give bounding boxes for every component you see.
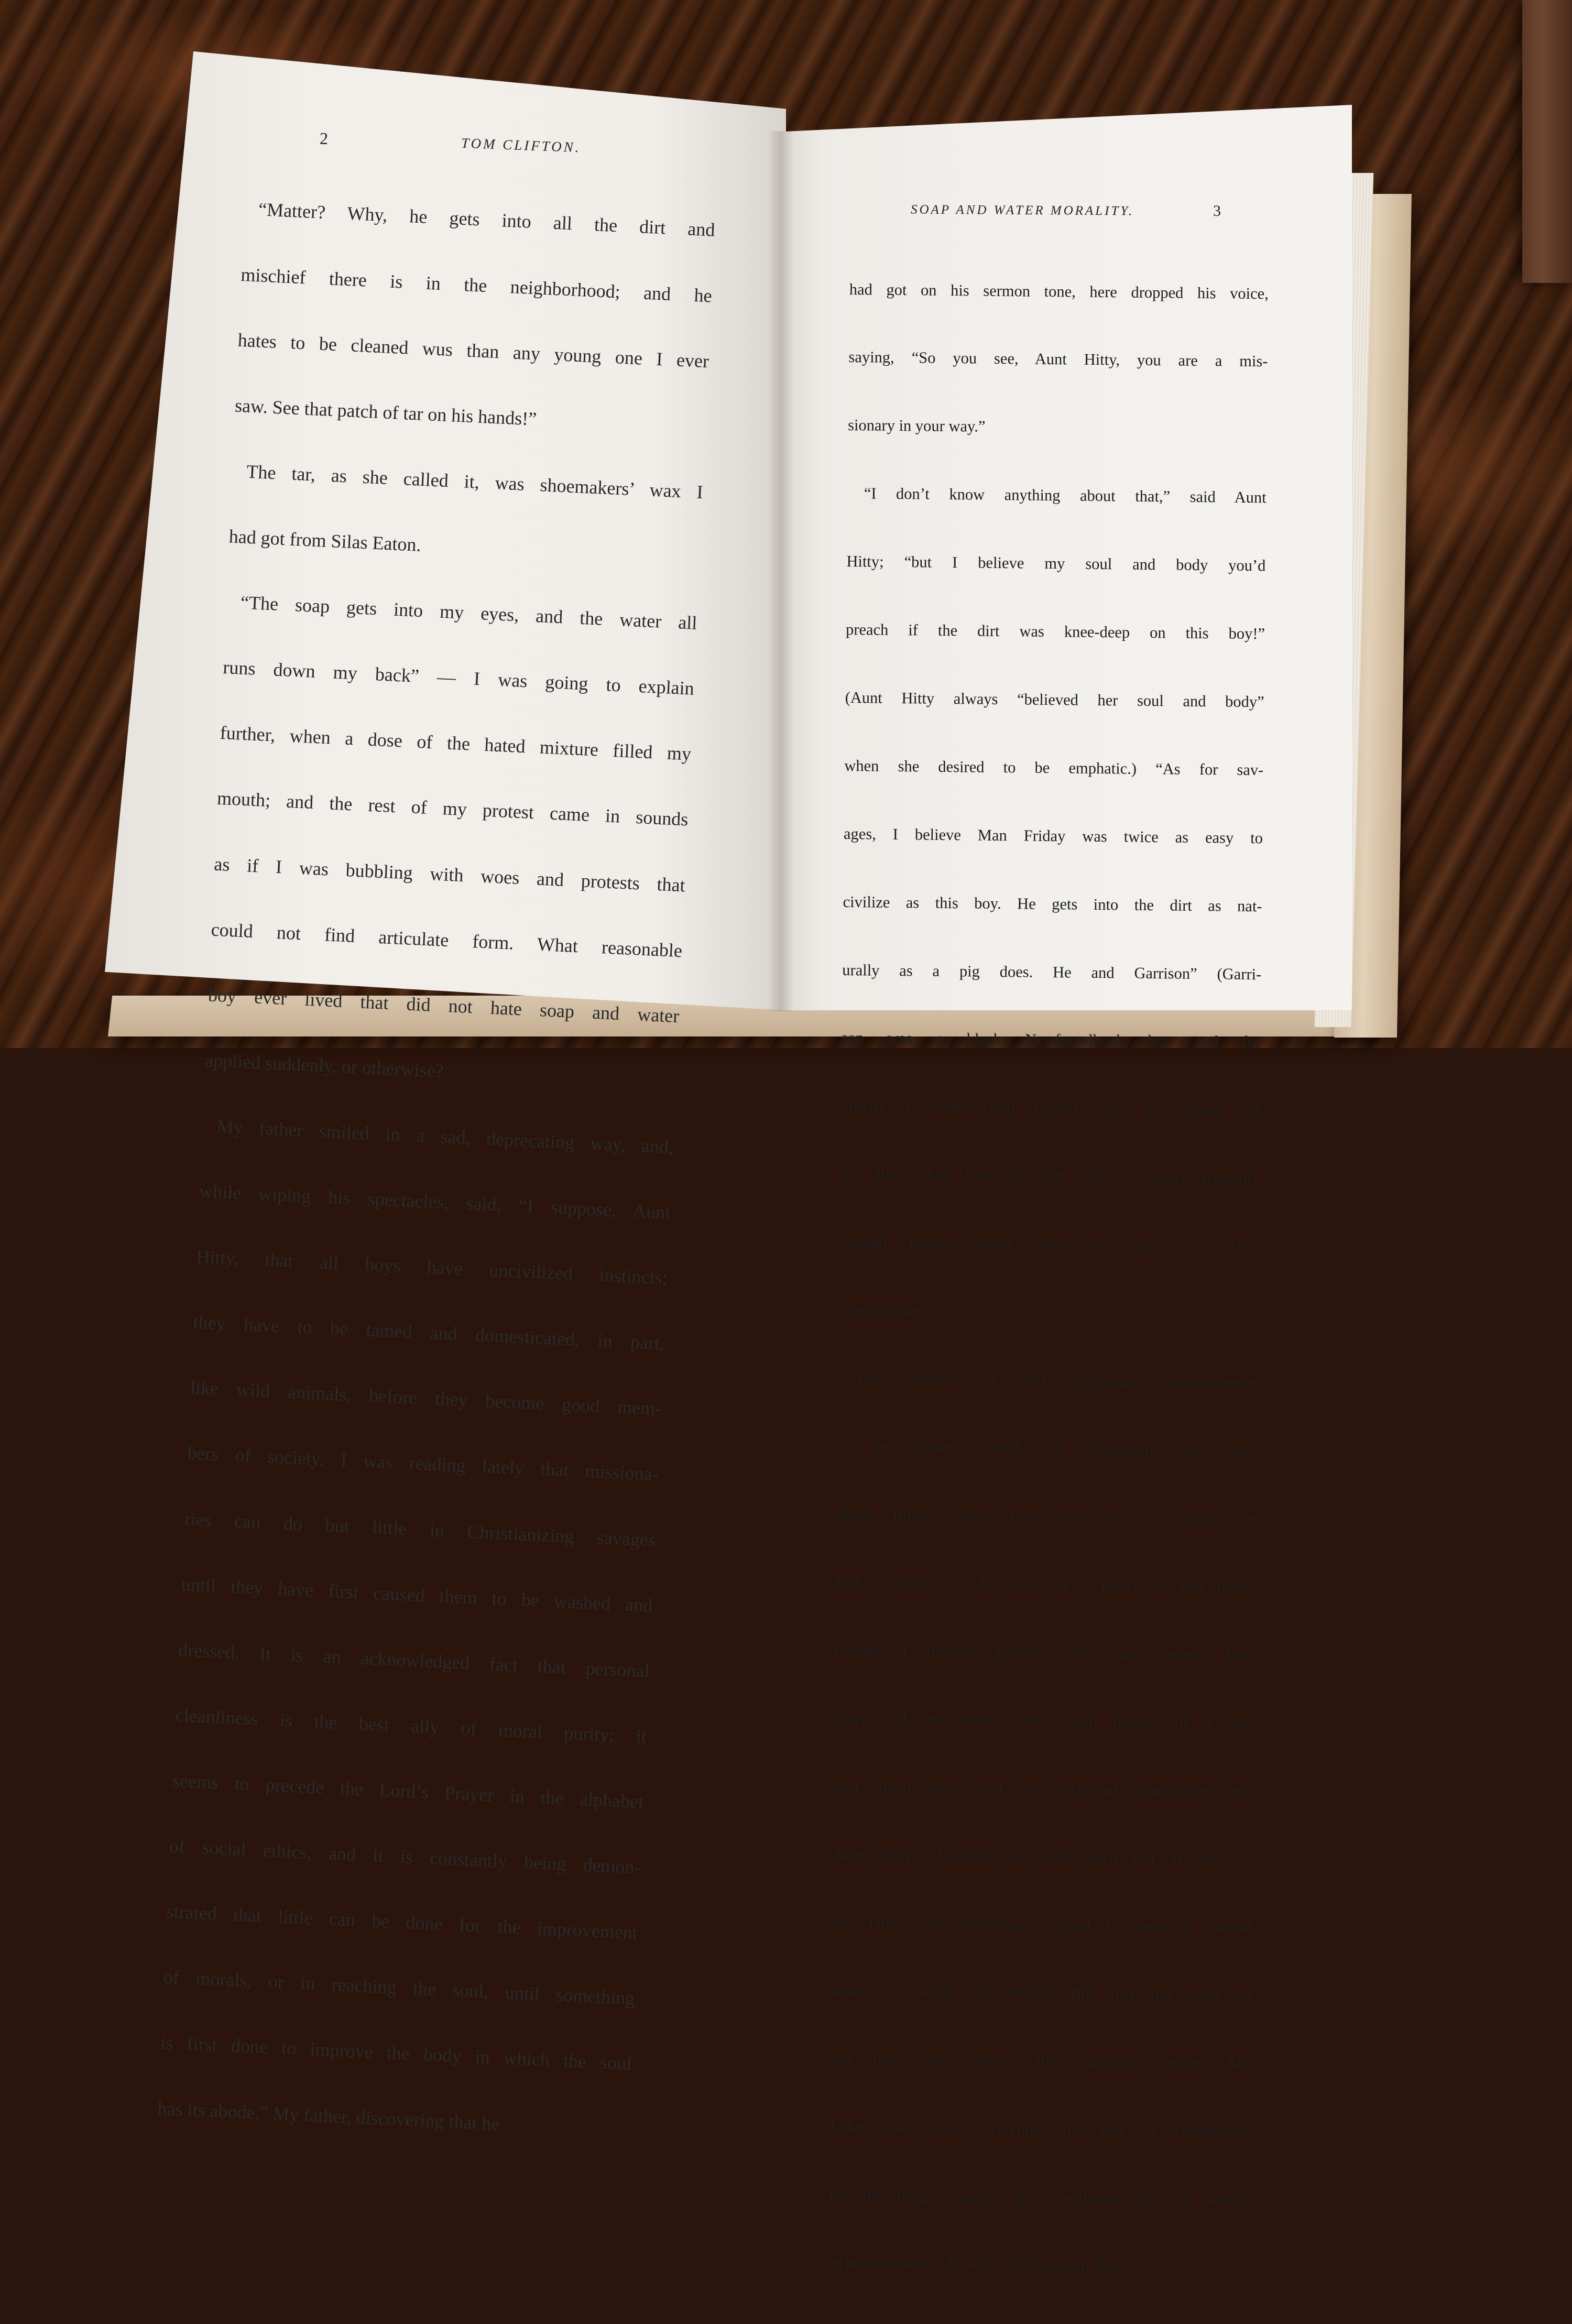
text-line: ries can do but little in Christianizing savages — [183, 1508, 656, 1551]
text-line: they have to be tamed and domesticated, in part, — [192, 1311, 665, 1354]
text-line: in my father’s mind, for Centerboro was only — [837, 1437, 1257, 1459]
text-line: my life. They both of ’em take to water naturally — [840, 1165, 1260, 1187]
text-line: “Matter? Why, he gets into all the dirt and — [258, 199, 716, 241]
text-line: saying, “So you see, Aunt Hitty, you are a mis- — [848, 348, 1268, 370]
text-line: hates to be cleaned wus than any young one I ever — [237, 329, 709, 372]
text-line: like wild animals, before they become good mem- — [190, 1377, 662, 1420]
text-line: port town near, and my maternal grandfather and — [833, 1777, 1253, 1800]
text-line: when she desired to be emphatic.) “As for sav- — [844, 756, 1264, 779]
text-line: Hitty, that all boys have uncivilized instincts; — [195, 1246, 668, 1289]
text-line: had got from Silas Eaton. — [228, 526, 422, 555]
text-line: of morals, or in reaching the soul, until something — [163, 1966, 636, 2009]
text-line: father had never overcome his fear or repugnance — [829, 2118, 1250, 2140]
text-line: Hitty and my mother were both natives of a sea- — [834, 1709, 1254, 1732]
text-line: The tar, as she called it, was shoemakers’ wax I — [246, 461, 704, 503]
text-line: preach if the dirt was knee-deep on this boy!” — [845, 620, 1265, 643]
text-line: is first done to improve the body in which the soul — [160, 2032, 632, 2075]
text-line: further, when a dose of the hated mixture filled my — [219, 722, 692, 765]
text-line: had a horror; for he was not a native of that place, — [835, 1573, 1256, 1596]
text-line: civilize as this boy. He gets into the dirt as nat- — [843, 892, 1262, 915]
text-line: Aunt Hitty’s husband had both been lost at sea, — — [833, 1845, 1252, 1868]
text-line: until they have first caused them to be washed and — [181, 1573, 653, 1616]
text-line: ages, I believe Man Friday was twice as easy to — [843, 824, 1263, 847]
right-running-head: SOAP AND WATER MORALITY. — [910, 202, 1134, 219]
book-gutter — [768, 131, 794, 1011]
text-line: seems to precede the Lord’s Prayer in the alphabet — [172, 1770, 645, 1813]
left-page-text — [155, 155, 717, 2185]
text-line: for the rough dangers of a seafaring life, by which, — [829, 2186, 1249, 2208]
text-line: cleanliness is the best ally of moral purity; it — [174, 1704, 647, 1747]
text-line: has its abode.” My father, discovering that he — [157, 2097, 500, 2134]
text-line: could not find articulate form. What reasonable — [210, 919, 683, 961]
text-line: (Aunt Hitty always “believed her soul and body” — [845, 688, 1264, 711]
text-line: had got on his sermon tone, here dropped his voice, — [849, 280, 1269, 302]
text-line: mischief there is in the neighborhood; and he — [240, 264, 713, 307]
text-line: enough, though, when there’s no soap in it, but — [839, 1232, 1259, 1256]
text-line: mouth; and the rest of my protest came in sounds — [216, 788, 689, 830]
text-line: plenty of dirt.” — [838, 1301, 934, 1320]
text-line: son was a black Newfoundland dog, and for — [841, 1029, 1261, 1051]
text-line: my father said drowning seemed to them a natural — [832, 1913, 1252, 1936]
text-line: applied suddenly, or otherwise? — [204, 1050, 444, 1082]
text-line: sionary in your way.” — [847, 416, 986, 436]
text-line: brevity I called him Garry) “are the plague of — [840, 1097, 1260, 1119]
text-line: My father smiled in a sad, deprecating way, and, — [216, 1116, 674, 1158]
text-line: bers of society. I was reading lately that missiona- — [187, 1442, 659, 1485]
text-line: while wiping his spectacles, said, “I suppose, Aunt — [199, 1181, 671, 1223]
text-line: sea two years before this narrative begins. My — [831, 2049, 1250, 2072]
text-line: strated that little can be done for the improvement — [166, 1901, 638, 1944]
text-line: runs down my back” — I was going to explain — [222, 657, 695, 699]
text-line: urally as a pig does. He and Garrison” (Garri- — [842, 961, 1262, 983]
text-line: dressed. It is an acknowledged fact that personal — [178, 1639, 650, 1682]
text-line: death, — while my brother Bill had run away to — [831, 1981, 1251, 2004]
text-line: “I don’t know anything about that,” said Aunt — [864, 484, 1267, 507]
right-page-text — [828, 233, 1269, 2324]
text-line: Hitty; “but I believe my soul and body you’d — [846, 552, 1266, 575]
text-line: as he expressed it, he was “encompassed about.” — [828, 2254, 1140, 2275]
right-page-number: 3 — [1213, 202, 1221, 220]
left-page-number: 2 — [319, 128, 329, 148]
text-line: This seemed to start unpleasant reminiscences — [854, 1369, 1258, 1392]
left-running-head: TOM CLIFTON. — [461, 135, 582, 156]
text-line: of social ethics, and it is constantly being demon- — [169, 1835, 641, 1878]
text-line: “The soap gets into my eyes, and the water all — [240, 592, 698, 634]
text-line: boy ever lived that did not hate soap and water — [208, 984, 680, 1027]
text-line: though a resident preacher for many years. Aunt — [835, 1641, 1254, 1664]
text-line: as if I was bubbling with woes and protests that — [213, 853, 686, 896]
text-line: saw. See that patch of tar on his hands!” — [234, 395, 538, 430]
text-line: about fifteen miles from the sea, of which he — [836, 1505, 1256, 1527]
